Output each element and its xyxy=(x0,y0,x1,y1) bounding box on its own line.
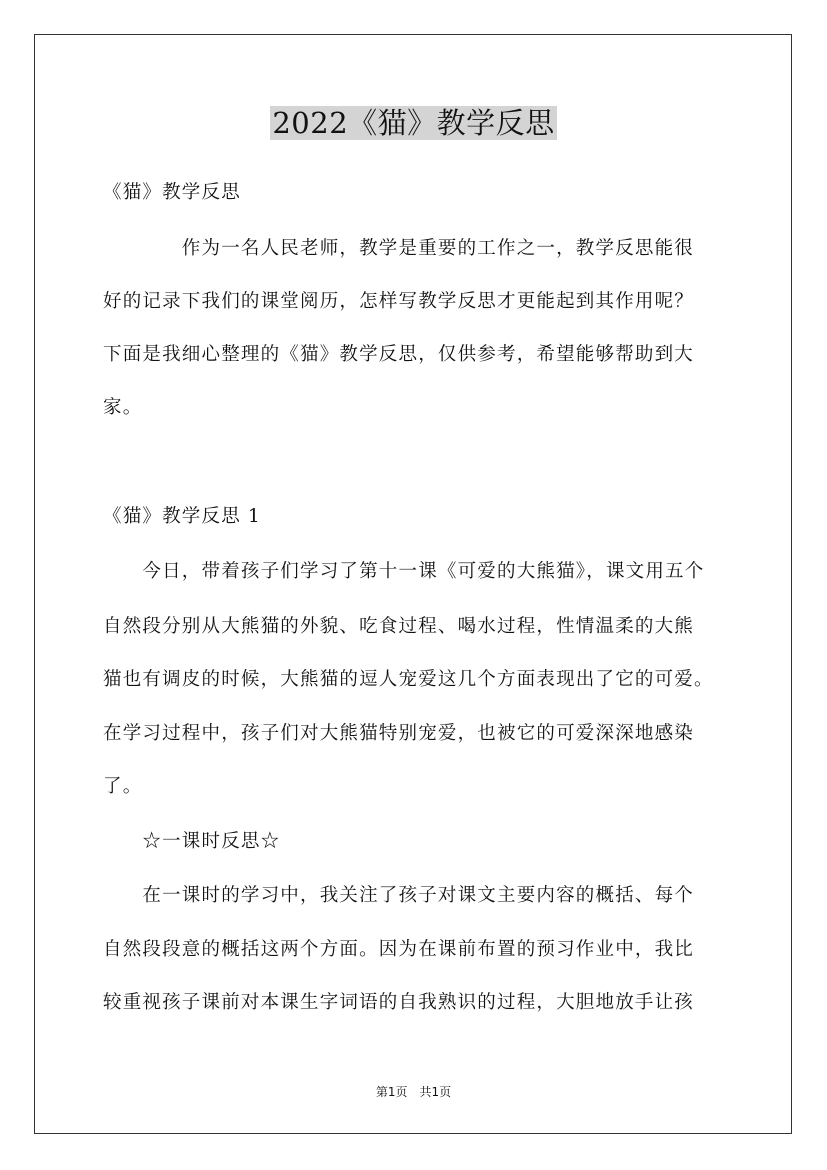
paragraph-line: 今日，带着孩子们学习了第十一课《可爱的大熊猫》，课文用五个 xyxy=(103,561,705,582)
paragraph-line: 在一课时的学习中，我关注了孩子对课文主要内容的概括、每个 xyxy=(103,885,695,906)
paragraph-line: 自然段分别从大熊猫的外貌、吃食过程、喝水过程，性情温柔的大熊 xyxy=(103,616,695,637)
paragraph-line: 自然段段意的概括这两个方面。因为在课前布置的预习作业中，我比 xyxy=(103,939,695,960)
paragraph-line: 下面是我细心整理的《猫》教学反思，仅供参考，希望能够帮助到大 xyxy=(103,344,695,365)
document-title xyxy=(0,103,827,143)
paragraph-line: 作为一名人民老师，教学是重要的工作之一，教学反思能很 xyxy=(103,238,695,259)
page-number-footer: 第1页 共1页 xyxy=(375,1085,452,1099)
paragraph-line: 好的记录下我们的课堂阅历，怎样写教学反思才更能起到其作用呢？ xyxy=(103,291,695,312)
section-heading-intro: 《猫》教学反思 xyxy=(103,182,241,203)
paragraph-line: 在学习过程中，孩子们对大熊猫特别宠爱，也被它的可爱深深地感染 xyxy=(103,723,695,744)
document-title-text: 2022《猫》教学反思 xyxy=(272,106,555,140)
paragraph-line: 家。 xyxy=(103,397,143,418)
paragraph-line: 了。 xyxy=(103,776,143,797)
subsection-heading: ☆一课时反思☆ xyxy=(103,831,281,852)
paragraph-line: 较重视孩子课前对本课生字词语的自我熟识的过程，大胆地放手让孩 xyxy=(103,992,695,1013)
section-heading-1: 《猫》教学反思 1 xyxy=(103,506,261,527)
paragraph-line: 猫也有调皮的时候，大熊猫的逗人宠爱这几个方面表现出了它的可爱。 xyxy=(103,669,714,690)
